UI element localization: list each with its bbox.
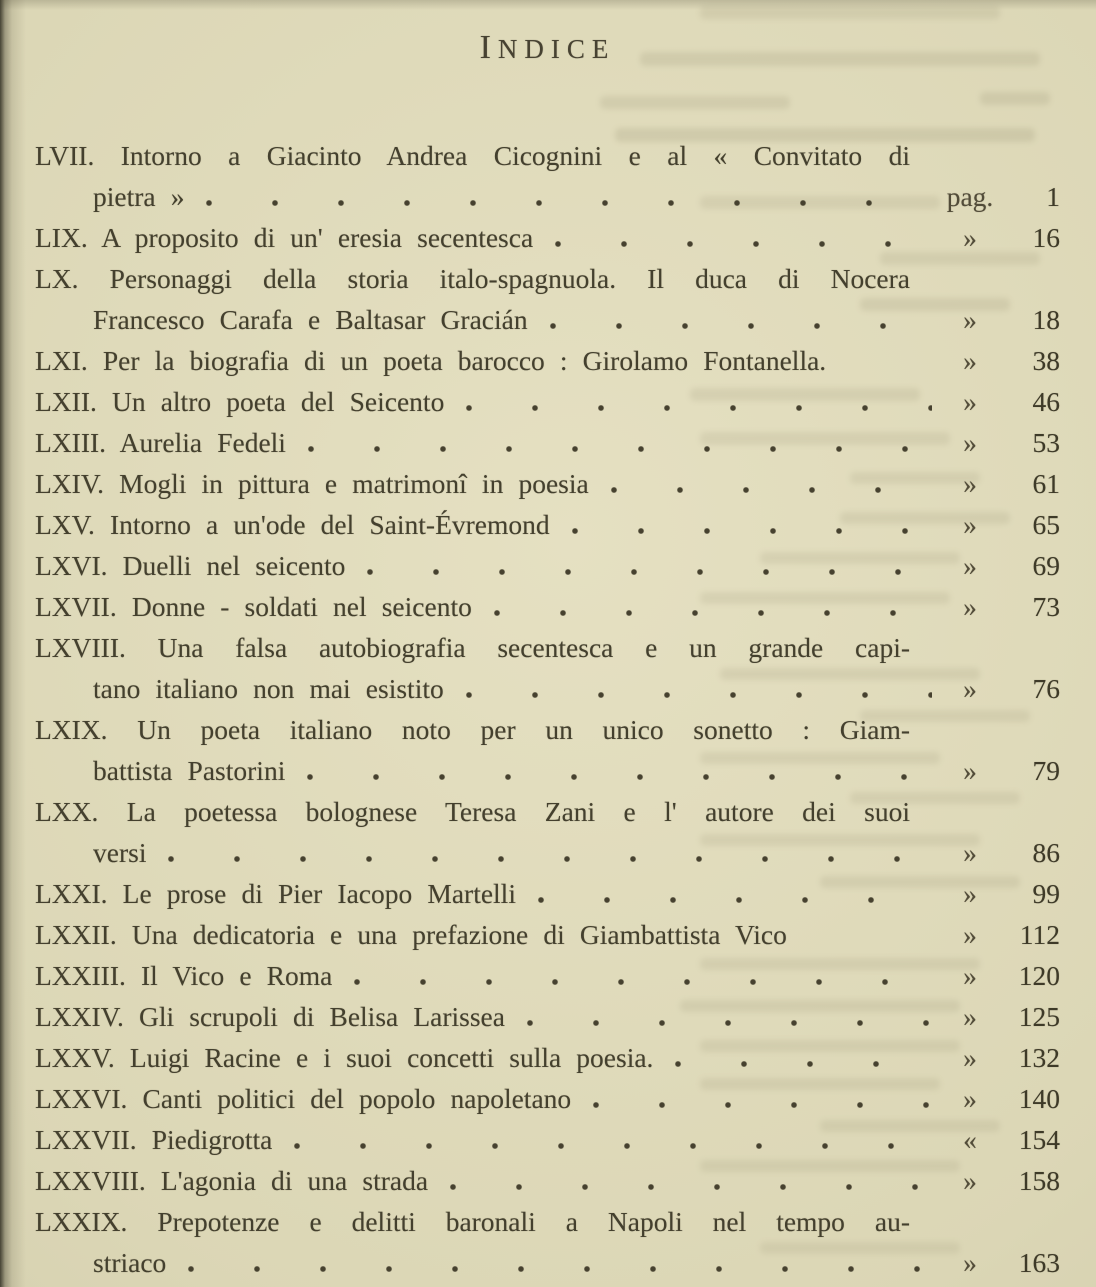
dot-leader <box>188 1266 932 1272</box>
page-number: 125 <box>1018 1001 1060 1032</box>
dot-leader <box>354 979 932 985</box>
page-number: 76 <box>1032 673 1060 704</box>
toc-entry-line <box>35 463 1060 504</box>
page-number: 79 <box>1032 755 1060 786</box>
page-ref-marker: » <box>963 960 977 991</box>
page-ref-marker: » <box>963 1165 977 1196</box>
page-ref-marker: » <box>963 919 977 950</box>
page-ref-marker: » <box>963 1247 977 1278</box>
page-ref-marker: » <box>963 509 977 540</box>
entry-text: LXI. Per la biografia di un poeta barocco : Girolamo Fontanella. <box>35 345 827 376</box>
page-ref-marker: pag. <box>946 181 994 212</box>
entry-text: LXXIV. Gli scrupoli di Belisa Larissea <box>35 1001 505 1032</box>
page-number: 18 <box>1032 304 1060 335</box>
dot-leader <box>494 610 932 616</box>
page-number: 46 <box>1032 386 1060 417</box>
toc-entry-line: LX. Personaggi della storia italo-spagnuola. Il duca di Nocera <box>35 263 910 294</box>
toc-list <box>35 135 1060 1283</box>
toc-entry-line: LVII. Intorno a Giacinto Andrea Cicognini e al « Convitato di <box>35 140 910 171</box>
dot-leader <box>593 1102 932 1108</box>
page-number: 132 <box>1018 1042 1060 1073</box>
dot-leader <box>550 323 932 329</box>
dot-leader <box>848 364 932 370</box>
dot-leader <box>675 1061 932 1067</box>
entry-text: LXIII. Aurelia Fedeli <box>35 427 286 458</box>
toc-entry-line <box>35 217 1060 258</box>
entry-text: LXII. Un altro poeta del Seicento <box>35 386 445 417</box>
page-ref-marker: » <box>963 1001 977 1032</box>
toc-entry-line <box>35 299 1060 340</box>
dot-leader <box>466 405 932 411</box>
entry-text: LXXII. Una dedicatoria e una prefazione di Giambattista Vico <box>35 919 787 950</box>
entry-text: battista Pastorini <box>93 755 286 786</box>
dot-leader <box>367 569 932 575</box>
entry-text: LXVII. Donne - soldati nel seicento <box>35 591 472 622</box>
page-number: 99 <box>1032 878 1060 909</box>
entry-text: LXXI. Le prose di Pier Iacopo Martelli <box>35 878 516 909</box>
page-ref-marker: « <box>963 1124 977 1155</box>
page-number: 154 <box>1018 1124 1060 1155</box>
page-ref-marker: » <box>963 673 977 704</box>
dot-leader <box>450 1184 932 1190</box>
page-number: 1 <box>1046 181 1060 212</box>
page-number: 163 <box>1018 1247 1060 1278</box>
entry-text: LXXVIII. L'agonia di una strada <box>35 1165 429 1196</box>
toc-entry-line <box>35 668 1060 709</box>
page-number: 158 <box>1018 1165 1060 1196</box>
page-ref-marker: » <box>963 345 977 376</box>
toc-entry-line <box>35 545 1060 586</box>
entry-text: LIX. A proposito di un' eresia secentesca <box>35 222 534 253</box>
toc-entry-line: LXX. La poetessa bolognese Teresa Zani e l' autore dei suoi <box>35 796 910 827</box>
toc-entry-line <box>35 1078 1060 1119</box>
entry-text: LXXVII. Piedigrotta <box>35 1124 273 1155</box>
dot-leader <box>611 487 932 493</box>
toc-entry-line <box>35 914 1060 955</box>
toc-entry-line <box>35 996 1060 1037</box>
page-ref-marker: » <box>963 1042 977 1073</box>
dot-leader <box>527 1020 932 1026</box>
toc-entry-line <box>35 586 1060 627</box>
dot-leader <box>466 692 932 698</box>
page-ref-marker: » <box>963 591 977 622</box>
page-ref-marker: » <box>963 386 977 417</box>
toc-entry-line <box>35 1242 1060 1283</box>
page-number: 86 <box>1032 837 1060 868</box>
page-number: 16 <box>1032 222 1060 253</box>
entry-text: versi <box>93 837 147 868</box>
page-number: 69 <box>1032 550 1060 581</box>
page-ref-marker: » <box>963 304 977 335</box>
entry-text: LXVI. Duelli nel seicento <box>35 550 346 581</box>
toc-entry-line <box>35 340 1060 381</box>
dot-leader <box>308 446 932 452</box>
page-number: 38 <box>1032 345 1060 376</box>
toc-entry-line <box>35 1160 1060 1201</box>
dot-leader <box>307 774 932 780</box>
toc-entry-line: LXXIX. Prepotenze e delitti baronali a Napoli nel tempo au- <box>35 1206 910 1237</box>
toc-entry-line <box>35 176 1060 217</box>
page-ref-marker: » <box>963 222 977 253</box>
toc-entry-line <box>35 381 1060 422</box>
page-number: 140 <box>1018 1083 1060 1114</box>
page-ref-marker: » <box>963 468 977 499</box>
page-number: 120 <box>1018 960 1060 991</box>
entry-text: pietra » <box>93 181 185 212</box>
dot-leader <box>572 528 932 534</box>
page-number: 65 <box>1032 509 1060 540</box>
dot-leader <box>555 241 932 247</box>
page-ref-marker: » <box>963 1083 977 1114</box>
entry-text: striaco <box>93 1247 167 1278</box>
page-number: 61 <box>1032 468 1060 499</box>
page-number: 73 <box>1032 591 1060 622</box>
entry-text: LXXIII. Il Vico e Roma <box>35 960 333 991</box>
toc-entry-line <box>35 832 1060 873</box>
dot-leader <box>168 856 932 862</box>
page-ref-marker: » <box>963 550 977 581</box>
dot-leader <box>206 200 932 206</box>
page-title: INDICE <box>479 29 616 66</box>
entry-text: LXV. Intorno a un'ode del Saint-Évremond <box>35 509 550 540</box>
toc-entry-line: LXIX. Un poeta italiano noto per un unico sonetto : Giam- <box>35 714 910 745</box>
entry-text: Francesco Carafa e Baltasar Gracián <box>93 304 528 335</box>
toc-entry-line <box>35 750 1060 791</box>
toc-entry-line <box>35 1037 1060 1078</box>
page-ref-marker: » <box>963 837 977 868</box>
toc-entry-line <box>35 422 1060 463</box>
toc-entry-line <box>35 504 1060 545</box>
page-ref-marker: » <box>963 878 977 909</box>
toc-entry-line <box>35 873 1060 914</box>
page-ref-marker: » <box>963 427 977 458</box>
page-number: 53 <box>1032 427 1060 458</box>
entry-text: LXXVI. Canti politici del popolo napoletano <box>35 1083 572 1114</box>
page-ref-marker: » <box>963 755 977 786</box>
entry-text: tano italiano non mai esistito <box>93 673 444 704</box>
toc-entry-line <box>35 955 1060 996</box>
page-number: 112 <box>1019 919 1060 950</box>
dot-leader <box>809 938 932 944</box>
dot-leader <box>538 897 932 903</box>
dot-leader <box>294 1143 932 1149</box>
toc-entry-line: LXVIII. Una falsa autobiografia secentesca e un grande capi- <box>35 632 910 663</box>
entry-text: LXIV. Mogli in pittura e matrimonî in poesia <box>35 468 589 499</box>
entry-text: LXXV. Luigi Racine e i suoi concetti sulla poesia. <box>35 1042 654 1073</box>
toc-entry-line <box>35 1119 1060 1160</box>
